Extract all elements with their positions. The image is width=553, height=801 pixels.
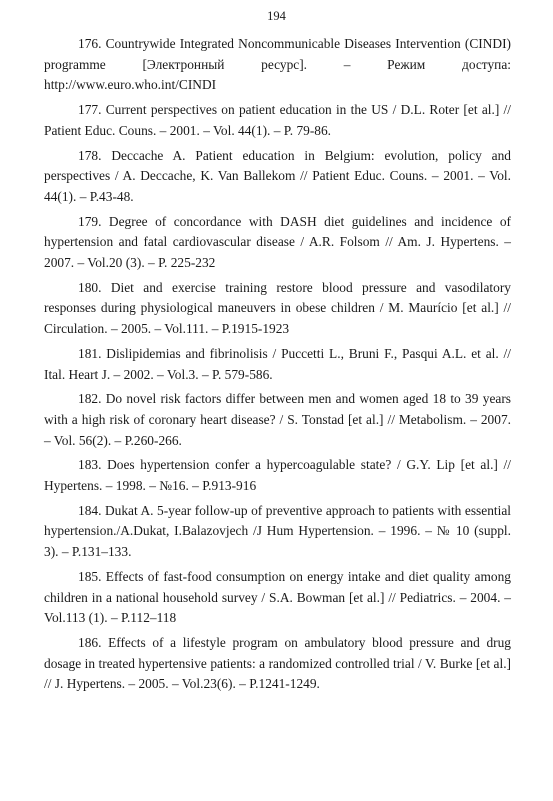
reference-item: 179. Degree of concordance with DASH diet guidelines and incidence of hypertension and fatal cardiovascular disease / A.R. Folsom // Am. J. Hypertens. – 2007. – Vol.20 (3). – P. 225-232 [44, 213, 511, 271]
reference-item: 180. Diet and exercise training restore blood pressure and vasodilatory responses during physiological maneuvers in obese children / M. Maurício [et al.] // Circulation. – 2005. – Vol.111. – P.1915-1923 [44, 279, 511, 337]
reference-item: 184. Dukat A. 5-year follow-up of preventive approach to patients with essential hypertension./A.Dukat, I.Balazovjech /J Hum Hypertension. – 1996. – № 10 (suppl. 3). – P.131–133. [44, 502, 511, 560]
reference-list [44, 34, 511, 699]
reference-item: 177. Current perspectives on patient education in the US / D.L. Roter [et al.] // Patient Educ. Couns. – 2001. – Vol. 44(1). – P. 79-86. [44, 102, 511, 138]
reference-item: 178. Deccache A. Patient education in Belgium: evolution, policy and perspectives / A. Deccache, K. Van Ballekom // Patient Educ. Couns. – 2001. – Vol. 44(1). – P.43-48. [44, 147, 511, 204]
reference-item: 186. Effects of a lifestyle program on ambulatory blood pressure and drug dosage in treated hypertensive patients: a randomized controlled trial / V. Burke [et al.] // J. Hypertens. – 2005. – Vol.23(6). – P.1241-1249. [44, 634, 511, 692]
reference-item: 182. Do novel risk factors differ between men and women aged 18 to 39 years with a high risk of coronary heart disease? / S. Tonstad [et al.] // Metabolism. – 2007. – Vol. 56(2). – P.260-266. [44, 391, 511, 448]
page-number: 194 [267, 9, 286, 23]
reference-item: 176. Countrywide Integrated Noncommunicable Diseases Intervention (CINDI) programme [Электронный ресурс]. – Режим доступа: http://www.euro.who.int/CINDI [44, 36, 511, 93]
reference-item: 185. Effects of fast-food consumption on energy intake and diet quality among children in a national household survey / S.A. Bowman [et al.] // Pediatrics. – 2004. – Vol.113 (1). – P.112–118 [44, 568, 511, 626]
reference-item: 181. Dislipidemias and fibrinolisis / Puccetti L., Bruni F., Pasqui A.L. et al. // Ital. Heart J. – 2002. – Vol.3. – P. 579-586. [44, 345, 511, 382]
reference-item: 183. Does hypertension confer a hypercoagulable state? / G.Y. Lip [et al.] // Hypertens. – 1998. – №16. – P.913-916 [44, 457, 511, 494]
